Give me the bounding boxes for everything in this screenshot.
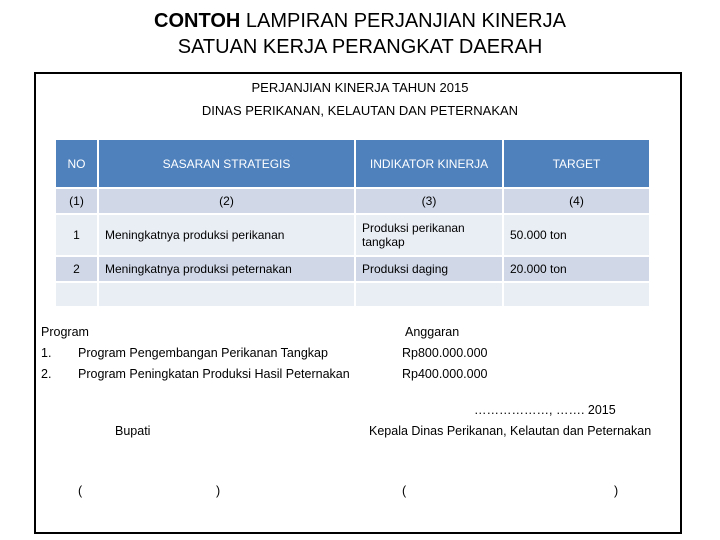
row-sasaran: Meningkatnya produksi peternakan (98, 256, 355, 282)
signature-right-paren-close: ) (614, 484, 619, 498)
slide-title (0, 8, 720, 60)
signature-right-title: Kepala Dinas Perikanan, Kelautan dan Peternakan (369, 424, 652, 438)
program-item-number: 1. (41, 346, 52, 360)
program-item-name: Program Pengembangan Perikanan Tangkap (78, 346, 328, 360)
header-target: TARGET (503, 140, 650, 188)
header-sasaran: SASARAN STRATEGIS (98, 140, 355, 188)
empty-cell (98, 282, 355, 306)
row-target: 20.000 ton (503, 256, 650, 282)
signature-date-line: ………………, ……. 2015 (474, 403, 616, 417)
program-item-number: 2. (41, 367, 52, 381)
signature-left-paren-open: ( (78, 484, 83, 498)
document-heading-1: PERJANJIAN KINERJA TAHUN 2015 (251, 80, 469, 95)
anggaran-value: Rp400.000.000 (402, 367, 488, 381)
header-indikator: INDIKATOR KINERJA (355, 140, 503, 188)
title-bold-word: CONTOH (154, 10, 241, 32)
table-header-row (56, 140, 650, 188)
anggaran-value: Rp800.000.000 (402, 346, 488, 360)
column-number: (1) (56, 188, 98, 214)
title-line1-rest: LAMPIRAN PERJANJIAN KINERJA (240, 10, 566, 32)
column-number: (2) (98, 188, 355, 214)
row-indikator: Produksi perikanan tangkap (355, 214, 503, 256)
program-item-name: Program Peningkatan Produksi Hasil Peternakan (78, 367, 350, 381)
signature-left-paren-close: ) (216, 484, 221, 498)
signature-right-paren-open: ( (402, 484, 407, 498)
header-no: NO (56, 140, 98, 188)
row-no: 2 (56, 256, 98, 282)
signature-left-title: Bupati (115, 424, 151, 438)
row-no: 1 (56, 214, 98, 256)
row-sasaran: Meningkatnya produksi perikanan (98, 214, 355, 256)
row-target: 50.000 ton (503, 214, 650, 256)
document-heading-2: DINAS PERIKANAN, KELAUTAN DAN PETERNAKAN (201, 103, 519, 118)
anggaran-label: Anggaran (405, 325, 460, 339)
table-row-empty (56, 282, 650, 306)
row-indikator: Produksi daging (355, 256, 503, 282)
empty-cell (56, 282, 98, 306)
empty-cell (503, 282, 650, 306)
performance-table (56, 140, 651, 306)
slide-title-line1 (0, 8, 720, 34)
program-label: Program (41, 325, 89, 339)
column-number-row (56, 188, 650, 214)
table-row (56, 256, 650, 282)
column-number: (4) (503, 188, 650, 214)
empty-cell (355, 282, 503, 306)
slide-title-line2: SATUAN KERJA PERANGKAT DAERAH (177, 36, 543, 58)
table-row (56, 214, 650, 256)
column-number: (3) (355, 188, 503, 214)
